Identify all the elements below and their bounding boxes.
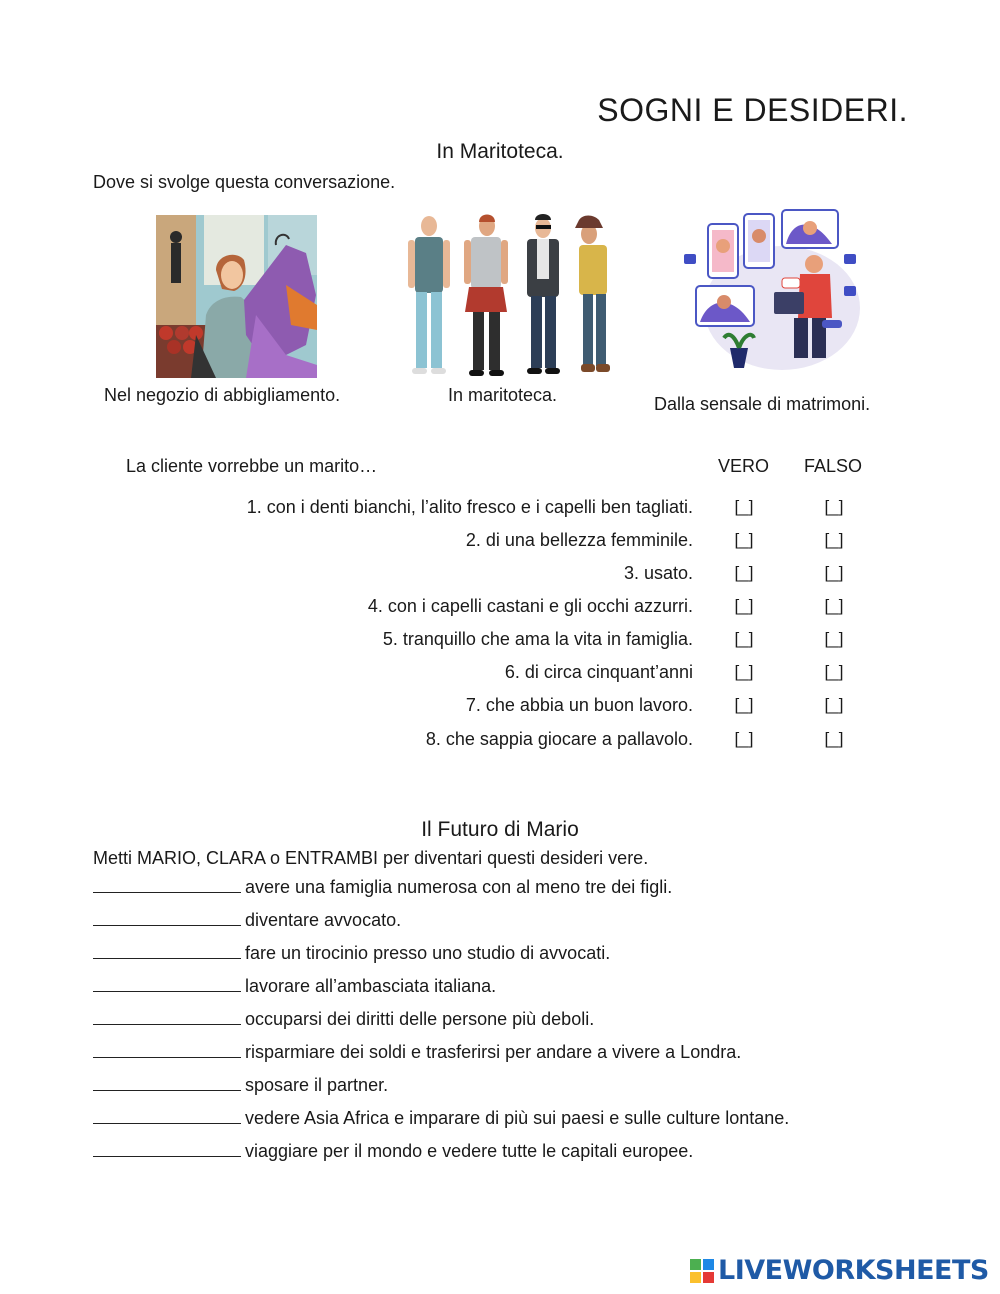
answer-blank[interactable] [93, 1107, 241, 1124]
fill-row [93, 942, 610, 964]
section-subtitle: In Maritoteca. [436, 140, 564, 163]
statement-row [0, 530, 1000, 560]
column-header-vero: VERO [718, 456, 770, 476]
fill-row-text: viaggiare per il mondo e vedere tutte le capitali europee. [245, 1141, 694, 1161]
fill-row-text: occuparsi dei diritti delle persone più deboli. [245, 1009, 595, 1029]
answer-blank[interactable] [93, 1074, 241, 1091]
statement-row [0, 695, 1000, 725]
statement-row [0, 596, 1000, 626]
page-title: SOGNI E DESIDERI. [597, 92, 908, 128]
vero-checkbox[interactable]: [_] [734, 695, 754, 714]
falso-checkbox[interactable]: [_] [824, 695, 844, 714]
answer-blank[interactable] [93, 876, 241, 893]
statement-text: 2. di una bellezza femminile. [465, 530, 693, 550]
fill-row [93, 1041, 741, 1063]
caption-maritoteca: In maritoteca. [448, 385, 558, 405]
answer-blank[interactable] [93, 909, 241, 926]
falso-checkbox[interactable]: [_] [824, 629, 844, 648]
fill-row [93, 975, 496, 997]
statement-text: 8. che sappia giocare a pallavolo. [425, 729, 693, 749]
fill-row-text: vedere Asia Africa e imparare di più sui paesi e sulle culture lontane. [245, 1108, 790, 1128]
vero-checkbox[interactable]: [_] [734, 497, 754, 516]
fill-row-text: fare un tirocinio presso uno studio di avvocati. [245, 943, 611, 963]
falso-checkbox[interactable]: [_] [824, 497, 844, 516]
statement-row [0, 662, 1000, 692]
answer-blank[interactable] [93, 1140, 241, 1157]
falso-checkbox[interactable]: [_] [824, 662, 844, 681]
truefalse-intro: La cliente vorrebbe un marito… [126, 456, 378, 476]
statement-row [0, 497, 1000, 527]
falso-checkbox[interactable]: [_] [824, 729, 844, 748]
statement-text: 1. con i denti bianchi, l’alito fresco e i capelli ben tagliati. [246, 497, 693, 517]
brand-name: LIVEWORKSHEETS [718, 1255, 989, 1286]
liveworksheets-logo [690, 1255, 989, 1286]
statement-text: 5. tranquillo che ama la vita in famiglia. [382, 629, 693, 649]
fill-row-text: diventare avvocato. [245, 910, 402, 930]
fill-row [93, 1074, 388, 1096]
men-image [403, 212, 613, 380]
statement-text: 3. usato. [623, 563, 693, 583]
vero-checkbox[interactable]: [_] [734, 596, 754, 615]
answer-blank[interactable] [93, 1041, 241, 1058]
video-call-illustration [682, 208, 860, 370]
statement-row [0, 563, 1000, 593]
caption-matchmaker: Dalla sensale di matrimoni. [654, 394, 871, 414]
statement-row [0, 729, 1000, 759]
statement-text: 6. di circa cinquant’anni [504, 662, 693, 682]
fill-row [93, 1008, 594, 1030]
vero-checkbox[interactable]: [_] [734, 729, 754, 748]
falso-checkbox[interactable]: [_] [824, 563, 844, 582]
clothing-store-illustration [156, 215, 317, 378]
fill-row [93, 1107, 789, 1129]
question-text: Dove si svolge questa conversazione. [93, 172, 396, 192]
live-icon [690, 1259, 714, 1283]
answer-blank[interactable] [93, 942, 241, 959]
fill-row-text: risparmiare dei soldi e trasferirsi per andare a vivere a Londra. [245, 1042, 742, 1062]
vero-checkbox[interactable]: [_] [734, 563, 754, 582]
fill-row-text: lavorare all’ambasciata italiana. [245, 976, 497, 996]
fill-row-text: avere una famiglia numerosa con al meno tre dei figli. [245, 877, 673, 897]
section2-title: Il Futuro di Mario [421, 818, 579, 841]
statement-row [0, 629, 1000, 659]
answer-blank[interactable] [93, 1008, 241, 1025]
fill-row [93, 909, 401, 931]
fill-row [93, 876, 672, 898]
answer-blank[interactable] [93, 975, 241, 992]
vero-checkbox[interactable]: [_] [734, 629, 754, 648]
four-men-illustration [403, 212, 613, 380]
fill-row [93, 1140, 693, 1162]
fill-row-text: sposare il partner. [245, 1075, 389, 1095]
column-header-falso: FALSO [804, 456, 863, 476]
video-call-image [682, 208, 860, 370]
statement-text: 7. che abbia un buon lavoro. [465, 695, 693, 715]
falso-checkbox[interactable]: [_] [824, 596, 844, 615]
section2-instruction: Metti MARIO, CLARA o ENTRAMBI per diventari questi desideri vere. [93, 848, 649, 868]
statement-text: 4. con i capelli castani e gli occhi azzurri. [367, 596, 693, 616]
vero-checkbox[interactable]: [_] [734, 662, 754, 681]
clothing-store-image [156, 215, 317, 378]
vero-checkbox[interactable]: [_] [734, 530, 754, 549]
falso-checkbox[interactable]: [_] [824, 530, 844, 549]
caption-clothing-store: Nel negozio di abbigliamento. [104, 385, 341, 405]
